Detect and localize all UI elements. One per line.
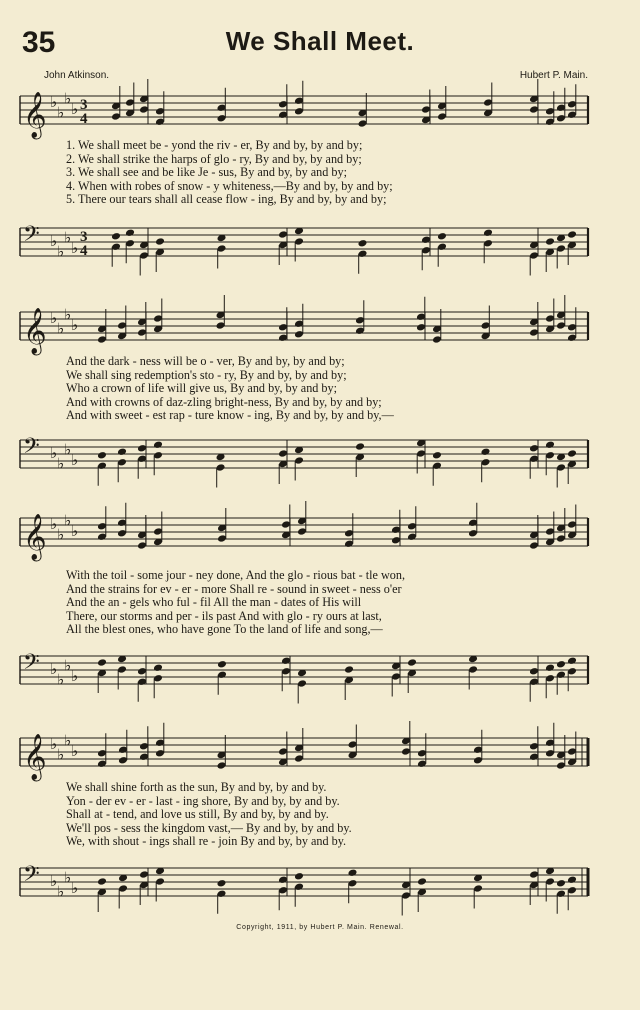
flat-icon: ♭ (64, 656, 72, 675)
time-signature: 4 (80, 243, 88, 259)
lyric-line: Yon - der ev - er - last - ing shore, By and by, by and by. (66, 793, 340, 808)
lyric-line: All the blest ones, who have gone To the land of life and song,— (66, 622, 383, 637)
lyric-line: Shall at - tend, and love us still, By and by, by and by. (66, 807, 329, 822)
flat-icon: ♭ (64, 228, 72, 247)
treble-clef-icon: 𝄞 (23, 734, 47, 780)
flat-icon: ♭ (71, 667, 79, 685)
flat-icon: ♭ (50, 232, 58, 250)
music-credit: Hubert P. Main. (519, 70, 588, 81)
bass-clef-icon: 𝄢 (23, 434, 40, 464)
lyric-line: And the strains for ev - er - more Shall re - sound in sweet - ness o'er (66, 581, 402, 596)
flat-icon: ♭ (50, 515, 58, 533)
time-signature: 3 (80, 229, 88, 245)
flat-icon: ♭ (64, 305, 72, 324)
lyric-line: And with sweet - est rap - ture know - ing, By and by, by and by,— (66, 408, 394, 423)
lyric-line: And with crowns of daz-zling bright-ness, By and by, by and by; (66, 394, 382, 409)
bass-clef-icon: 𝄢 (23, 650, 40, 680)
flat-icon: ♭ (64, 440, 72, 459)
flat-icon: ♭ (71, 100, 79, 118)
lyric-line: Who a crown of life will give us, By and by, by and by; (66, 381, 338, 396)
lyric-line: 2. We shall strike the harps of glo - ry, By and by, by and by; (66, 151, 362, 166)
hymn-title: We Shall Meet. (225, 26, 415, 56)
flat-icon: ♭ (57, 103, 65, 122)
flat-icon: ♭ (64, 511, 72, 530)
lyric-line: We shall shine forth as the sun, By and by, by and by. (66, 780, 327, 794)
flat-icon: ♭ (50, 93, 58, 111)
lyric-line: We, with shout - ings shall re - join By and by, by and by. (66, 834, 347, 849)
flat-icon: ♭ (57, 882, 65, 901)
flat-icon: ♭ (71, 522, 79, 540)
lyric-line: 1. We shall meet be - yond the riv - er, By and by, by and by; (66, 138, 363, 152)
flat-icon: ♭ (57, 319, 65, 338)
bass-clef-icon: 𝄢 (23, 222, 40, 252)
lyric-line: And the dark - ness will be o - ver, By and by, by and by; (66, 354, 345, 368)
flat-icon: ♭ (71, 742, 79, 760)
flat-icon: ♭ (71, 239, 79, 257)
flat-icon: ♭ (57, 670, 65, 689)
lyric-line: 3. We shall see and be like Je - sus, By and by, by and by; (66, 165, 347, 180)
lyric-line: 4. When with robes of snow - y whiteness,—By and by, by and by; (66, 178, 393, 193)
time-signature: 4 (80, 111, 88, 127)
treble-clef-icon: 𝄞 (23, 308, 47, 354)
lyric-line: With the toil - some jour - ney done, And the glo - rious bat - tle won, (66, 568, 406, 582)
flat-icon: ♭ (71, 451, 79, 469)
flat-icon: ♭ (71, 316, 79, 334)
words-credit: John Atkinson. (44, 70, 110, 81)
flat-icon: ♭ (50, 735, 58, 753)
hymn-number: 35 (22, 26, 56, 59)
lyric-line: We'll pos - sess the kingdom vast,— By and by, by and by. (66, 820, 352, 835)
lyric-line: 5. There our tears shall all cease flow - ing, By and by, by and by; (66, 192, 387, 207)
flat-icon: ♭ (50, 444, 58, 462)
flat-icon: ♭ (64, 731, 72, 750)
flat-icon: ♭ (64, 89, 72, 108)
flat-icon: ♭ (57, 242, 65, 261)
copyright-notice: Copyright, 1911, by Hubert P. Main. Renewal. (236, 924, 404, 931)
flat-icon: ♭ (64, 868, 72, 887)
lyric-line: We shall sing redemption's sto - ry, By and by, by and by; (66, 367, 347, 382)
treble-clef-icon: 𝄞 (23, 514, 47, 560)
bass-clef-icon: 𝄢 (23, 862, 40, 892)
treble-clef-icon: 𝄞 (23, 92, 47, 138)
time-signature: 3 (80, 97, 88, 113)
flat-icon: ♭ (57, 525, 65, 544)
flat-icon: ♭ (50, 872, 58, 890)
flat-icon: ♭ (50, 660, 58, 678)
flat-icon: ♭ (57, 745, 65, 764)
lyric-line: There, our storms and per - ils past And with glo - ry ours at last, (66, 608, 382, 623)
lyric-line: And the an - gels who ful - fil All the man - dates of His will (66, 595, 362, 610)
flat-icon: ♭ (50, 309, 58, 327)
flat-icon: ♭ (57, 454, 65, 473)
flat-icon: ♭ (71, 879, 79, 897)
